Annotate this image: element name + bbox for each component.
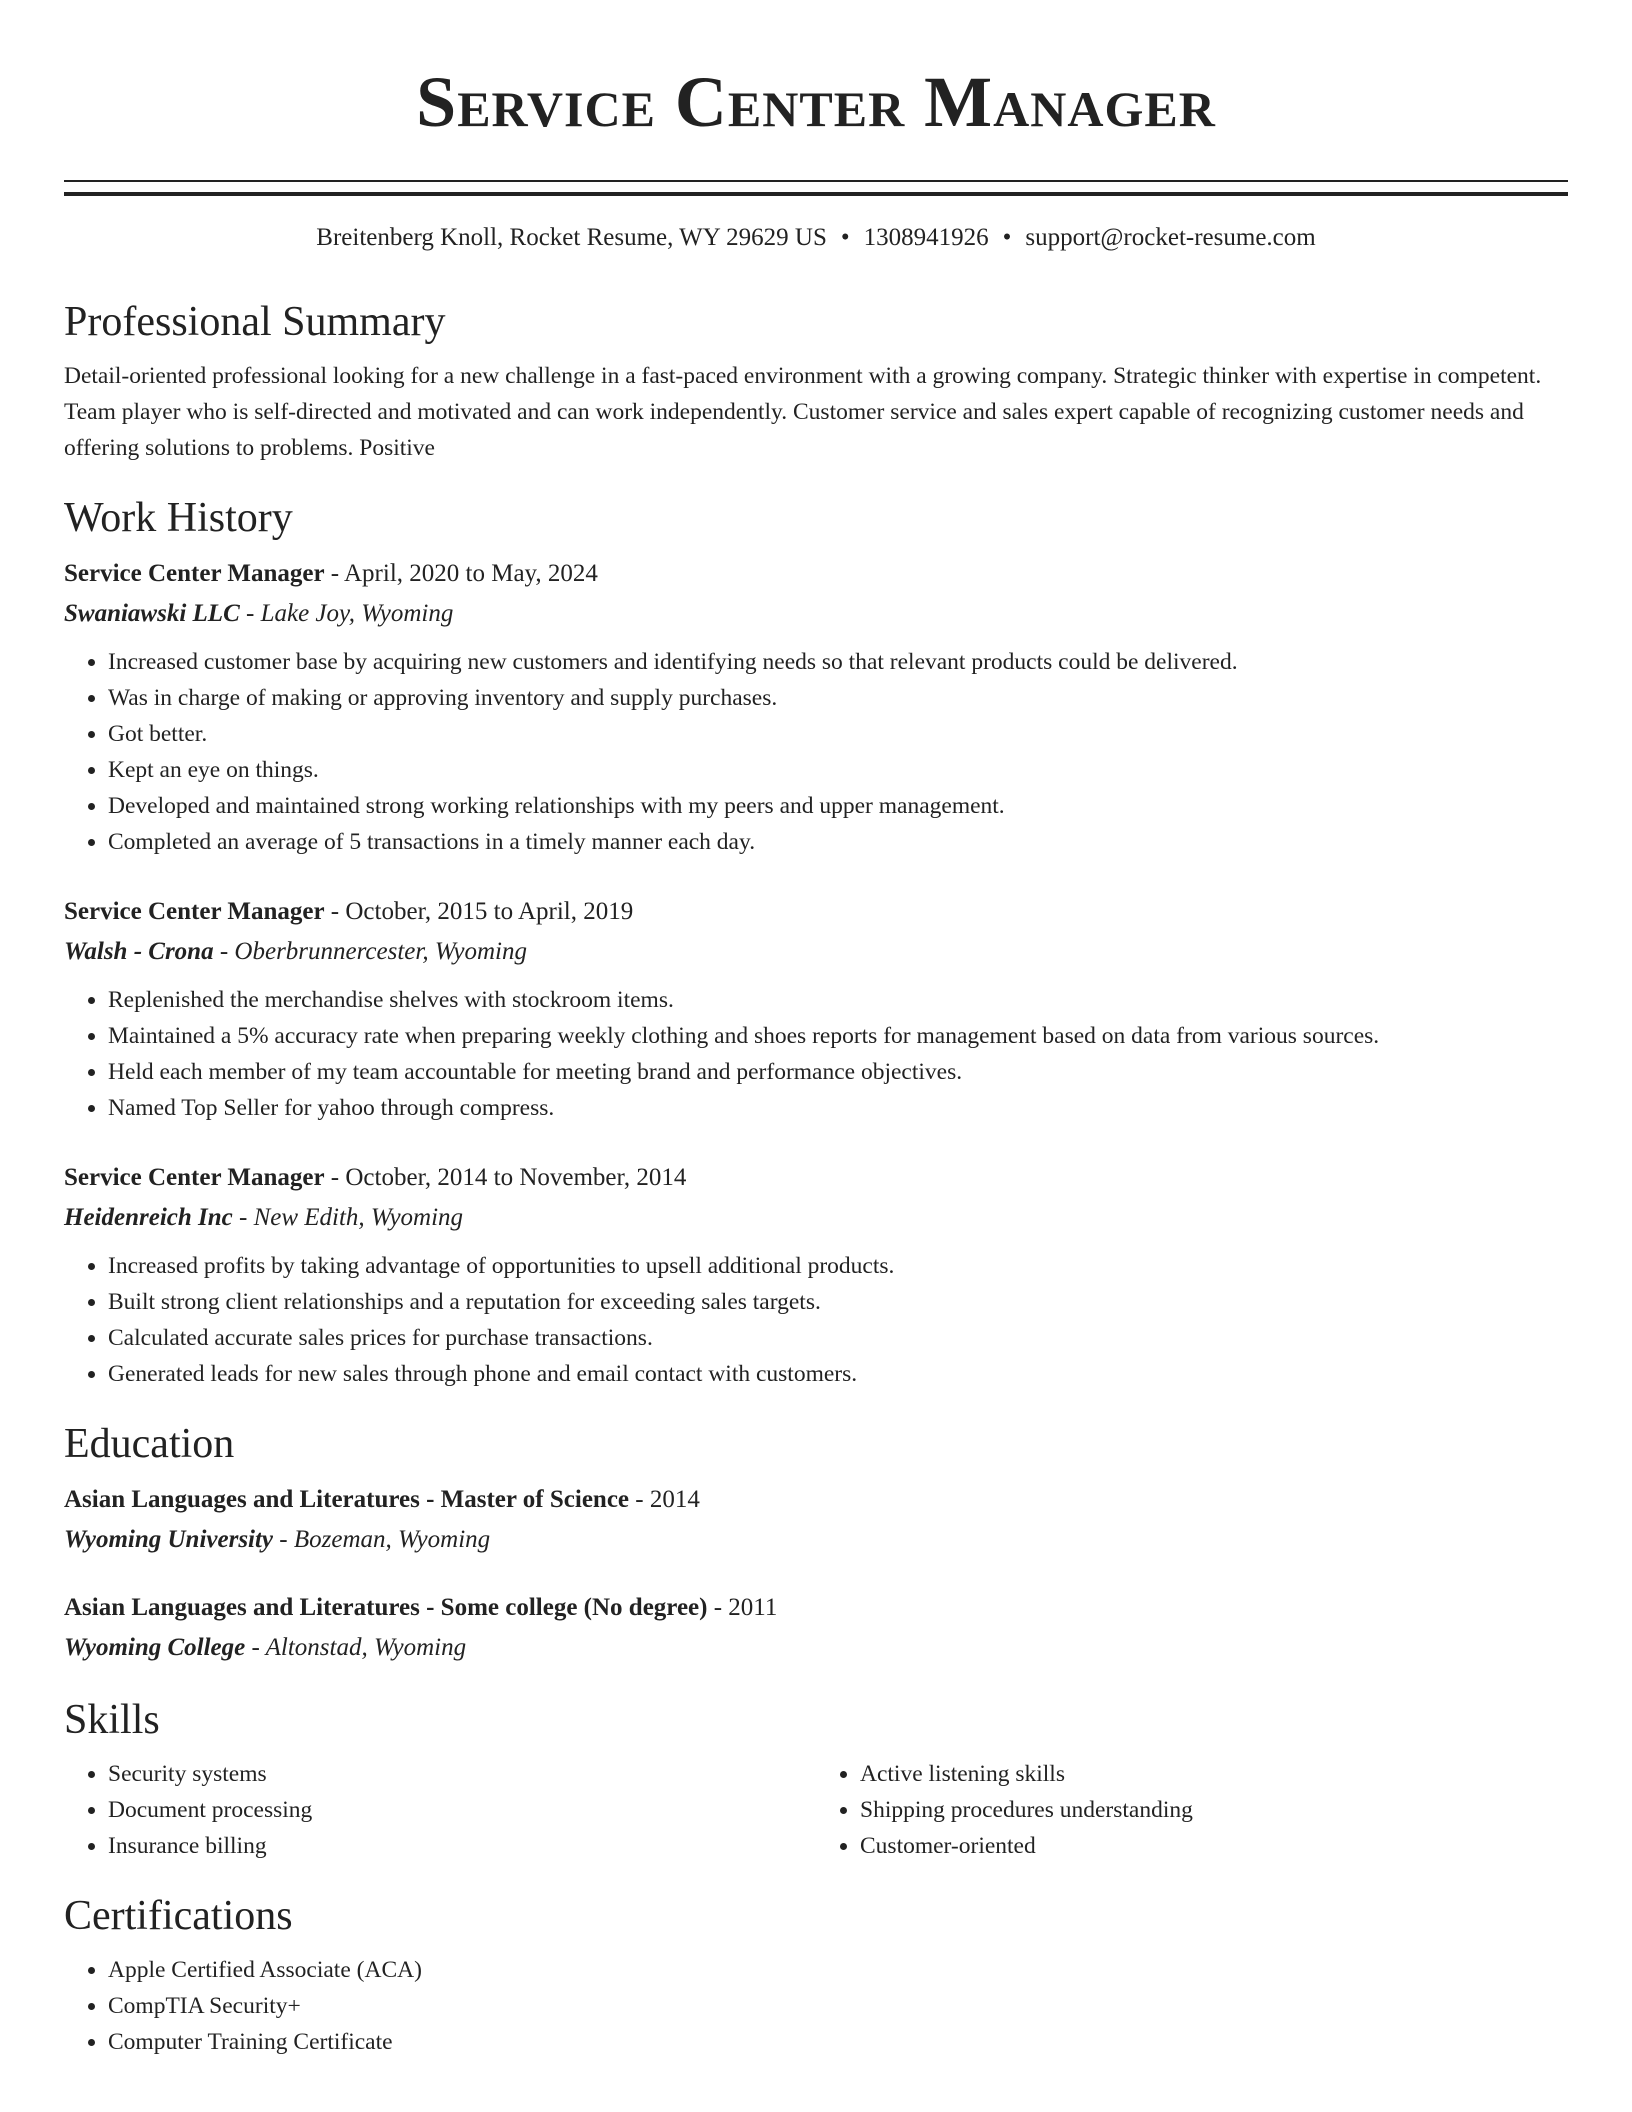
education-entry (64, 1480, 1568, 1560)
education-location: - Bozeman, Wyoming (273, 1526, 491, 1553)
title-divider (64, 180, 1568, 196)
job-title-line (64, 554, 1568, 594)
job-title-line (64, 1158, 1568, 1198)
education-year: - 2014 (629, 1486, 700, 1513)
job-company-line (64, 932, 1568, 972)
job-bullets (64, 644, 1568, 860)
job-bullet: • Calculated accurate sales prices for purchase transactions. (108, 1320, 1568, 1356)
certification-item: • CompTIA Security+ (108, 1988, 1568, 2024)
job-bullet: • Increased customer base by acquiring new customers and identifying needs so that relevant products could be delivered. (108, 644, 1568, 680)
job-bullet: • Developed and maintained strong working relationships with my peers and upper management. (108, 788, 1568, 824)
education-year: - 2011 (707, 1594, 778, 1621)
job-bullet: • Increased profits by taking advantage of opportunities to upsell additional products. (108, 1248, 1568, 1284)
job-bullet: • Named Top Seller for yahoo through compress. (108, 1090, 1568, 1126)
skills-heading: Skills (64, 1697, 160, 1743)
job-location: - Lake Joy, Wyoming (239, 600, 454, 627)
education-degree-line (64, 1588, 1568, 1628)
job-company-line (64, 594, 1568, 634)
education-degree: Asian Languages and Literatures - Some college (No degree) (64, 1594, 708, 1621)
education-school: Wyoming University (64, 1526, 274, 1553)
job-bullets (64, 1248, 1568, 1392)
contact-separator: • (840, 224, 850, 251)
job-bullet: • Held each member of my team accountable for meeting brand and performance objectives. (108, 1054, 1568, 1090)
job-dates: - April, 2020 to May, 2024 (324, 560, 598, 587)
skill-item: • Security systems (108, 1756, 816, 1792)
education-school: Wyoming College (64, 1634, 246, 1661)
certifications-heading: Certifications (64, 1893, 293, 1939)
contact-email: support@rocket-resume.com (1025, 224, 1316, 251)
contact-phone: 1308941926 (863, 224, 989, 251)
skills-left-column (64, 1756, 816, 1864)
skill-item: • Insurance billing (108, 1828, 816, 1864)
skill-item: • Active listening skills (860, 1756, 1568, 1792)
education-degree-line (64, 1480, 1568, 1520)
education-heading: Education (64, 1421, 235, 1467)
contact-separator: • (1002, 224, 1012, 251)
skills-grid (64, 1756, 1568, 1864)
skills-right-column (816, 1756, 1568, 1864)
job-bullet: • Kept an eye on things. (108, 752, 1568, 788)
job-entry (64, 1158, 1568, 1392)
summary-text: Detail-oriented professional looking for a new challenge in a fast-paced environment with a growing company. Strategic thinker with expertise in competent. Team player who is self-directed and motivated and can work independently. Customer service and sales expert capable of recognizing customer needs and offering solutions to problems. Positive (64, 363, 1542, 461)
job-company: Heidenreich Inc (64, 1204, 233, 1231)
job-bullet: • Got better. (108, 716, 1568, 752)
certifications-list (64, 1952, 1568, 2060)
job-bullet: • Replenished the merchandise shelves with stockroom items. (108, 982, 1568, 1018)
skill-item: • Document processing (108, 1792, 816, 1828)
work-history-heading: Work History (64, 495, 293, 541)
job-dates: - October, 2015 to April, 2019 (324, 898, 634, 925)
skill-item: • Customer-oriented (860, 1828, 1568, 1864)
skill-item: • Shipping procedures understanding (860, 1792, 1568, 1828)
job-title: Service Center Manager (64, 898, 325, 925)
job-title-line (64, 892, 1568, 932)
job-company: Swaniawski LLC (64, 600, 240, 627)
resume-title: Service Center Manager (416, 62, 1216, 142)
job-entry (64, 892, 1568, 1126)
job-bullet: • Built strong client relationships and a reputation for exceeding sales targets. (108, 1284, 1568, 1320)
job-company-line (64, 1198, 1568, 1238)
contact-address: Breitenberg Knoll, Rocket Resume, WY 29629 US (316, 224, 827, 251)
job-title: Service Center Manager (64, 560, 325, 587)
education-degree: Asian Languages and Literatures - Master of Science (64, 1486, 630, 1513)
job-company: Walsh - Crona (64, 938, 214, 965)
job-bullets (64, 982, 1568, 1126)
summary-heading: Professional Summary (64, 299, 446, 345)
education-school-line (64, 1628, 1568, 1668)
contact-line (64, 220, 1568, 256)
job-bullet: • Generated leads for new sales through phone and email contact with customers. (108, 1356, 1568, 1392)
education-location: - Altonstad, Wyoming (245, 1634, 467, 1661)
certification-item: • Computer Training Certificate (108, 2024, 1568, 2060)
job-entry (64, 554, 1568, 860)
education-entry (64, 1588, 1568, 1668)
job-location: - New Edith, Wyoming (232, 1204, 464, 1231)
job-bullet: • Was in charge of making or approving inventory and supply purchases. (108, 680, 1568, 716)
job-bullet: • Completed an average of 5 transactions in a timely manner each day. (108, 824, 1568, 860)
job-dates: - October, 2014 to November, 2014 (324, 1164, 687, 1191)
job-location: - Oberbrunnercester, Wyoming (213, 938, 527, 965)
job-title: Service Center Manager (64, 1164, 325, 1191)
certification-item: • Apple Certified Associate (ACA) (108, 1952, 1568, 1988)
education-school-line (64, 1520, 1568, 1560)
job-bullet: • Maintained a 5% accuracy rate when preparing weekly clothing and shoes reports for management based on data from various sources. (108, 1018, 1568, 1054)
